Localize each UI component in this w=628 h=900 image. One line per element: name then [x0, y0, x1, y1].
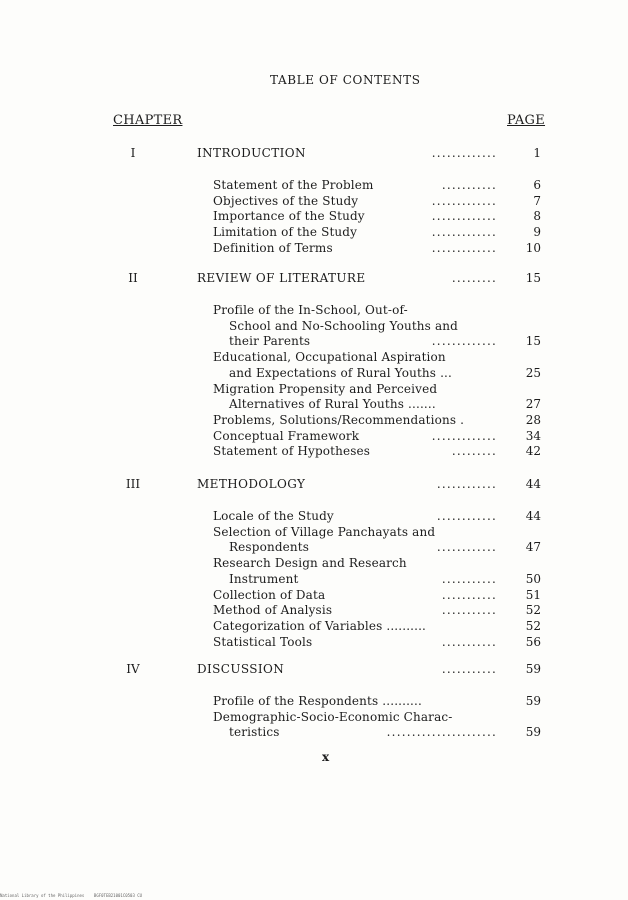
chapter-numeral: I — [130, 146, 136, 160]
toc-entry-line: Research Design and Research — [213, 556, 407, 571]
toc-entry-line: Definition of Terms — [213, 240, 333, 255]
entry-page-number: 42 — [525, 444, 541, 459]
entry-page-number: 56 — [525, 634, 541, 649]
leader-dots: ............ — [436, 540, 497, 555]
page-number: x — [322, 750, 330, 764]
page-title: TABLE OF CONTENTS — [270, 73, 421, 87]
entry-page-number: 15 — [525, 334, 541, 349]
toc-entry-line: Method of Analysis — [213, 603, 333, 618]
toc-entry-line: their Parents — [229, 334, 311, 349]
chapter-page-number: 15 — [525, 271, 541, 285]
chapter-page-number: 59 — [525, 662, 541, 676]
entry-page-number: 59 — [525, 694, 541, 708]
leader-dots: ............. — [431, 146, 497, 160]
chapter-title: METHODOLOGY — [197, 477, 306, 491]
entry-page-number: 6 — [533, 178, 541, 192]
toc-entry-line: Problems, Solutions/Recommendations . — [213, 412, 465, 427]
library-footer-note: National Library of the Philippines BGF0TEB21001C0503 CU — [0, 893, 143, 898]
toc-entry-line: Migration Propensity and Perceived — [213, 381, 438, 396]
chapter-page-number: 1 — [533, 146, 541, 160]
chapter-column-header: CHAPTER — [113, 113, 183, 128]
toc-entry-line: School and No-Schooling Youths and — [229, 318, 458, 333]
toc-entry-line: teristics — [229, 725, 280, 740]
toc-entry-line: Respondents — [229, 540, 310, 555]
entry-page-number: 47 — [525, 540, 541, 555]
leader-dots: ............. — [431, 334, 497, 349]
chapter-title: REVIEW OF LITERATURE — [197, 271, 366, 285]
toc-entry-line: Objectives of the Study — [213, 193, 359, 208]
page-column-header: PAGE — [507, 113, 546, 128]
entry-page-number: 7 — [533, 193, 541, 208]
entry-page-number: 8 — [533, 209, 541, 224]
entry-page-number: 59 — [525, 725, 541, 740]
toc-entry-line: Conceptual Framework — [213, 428, 360, 443]
toc-entry-line: Educational, Occupational Aspiration — [213, 350, 446, 365]
toc-entry-line: Limitation of the Study — [213, 225, 358, 240]
toc-entry-line: Alternatives of Rural Youths ....... — [229, 397, 436, 412]
entry-page-number: 10 — [525, 240, 541, 255]
leader-dots: ............ — [436, 477, 497, 491]
entry-page-number: 51 — [525, 587, 541, 602]
entry-page-number: 50 — [525, 571, 541, 586]
toc-entry-line: Selection of Village Panchayats and — [213, 524, 436, 539]
chapter-numeral: IV — [126, 662, 140, 676]
entry-page-number: 34 — [525, 428, 541, 443]
toc-entry-line: and Expectations of Rural Youths ... — [229, 365, 452, 380]
leader-dots: ........... — [441, 571, 497, 586]
leader-dots: ............. — [431, 209, 497, 224]
toc-entry-line: Categorization of Variables .......... — [213, 618, 427, 633]
chapter-title: DISCUSSION — [197, 662, 285, 676]
leader-dots: ............. — [431, 193, 497, 208]
leader-dots: ...................... — [386, 725, 497, 740]
leader-dots: ........... — [441, 603, 497, 618]
leader-dots: ......... — [451, 444, 497, 459]
entry-page-number: 52 — [525, 603, 541, 618]
entry-page-number: 27 — [525, 397, 541, 412]
leader-dots: ............. — [431, 225, 497, 240]
toc-entry-line: Statement of Hypotheses — [213, 444, 371, 459]
leader-dots: ............ — [436, 509, 497, 523]
toc-entry-line: Demographic-Socio-Economic Charac- — [213, 709, 453, 724]
leader-dots: ............. — [431, 240, 497, 255]
toc-entry-line: Profile of the In-School, Out-of- — [213, 303, 408, 317]
chapter-numeral: II — [128, 271, 138, 285]
leader-dots: ........... — [441, 634, 497, 649]
leader-dots: ........... — [441, 662, 497, 676]
leader-dots: ........... — [441, 587, 497, 602]
entry-page-number: 28 — [525, 412, 541, 427]
leader-dots: ............. — [431, 428, 497, 443]
chapter-numeral: III — [125, 477, 141, 491]
toc-entry-line: Locale of the Study — [213, 509, 334, 523]
toc-entry-line: Profile of the Respondents .......... — [213, 694, 422, 708]
chapter-page-number: 44 — [525, 477, 541, 491]
toc-entry-line: Statistical Tools — [213, 634, 313, 649]
toc-entry-line: Collection of Data — [213, 587, 326, 602]
chapter-title: INTRODUCTION — [197, 146, 306, 160]
leader-dots: ........... — [441, 178, 497, 192]
toc-entry-line: Instrument — [229, 571, 299, 586]
leader-dots: ......... — [451, 271, 497, 285]
toc-entry-line: Importance of the Study — [213, 209, 365, 224]
entry-page-number: 25 — [525, 365, 541, 380]
entry-page-number: 52 — [525, 618, 541, 633]
toc-entry-line: Statement of the Problem — [213, 178, 374, 192]
entry-page-number: 9 — [533, 225, 541, 240]
entry-page-number: 44 — [525, 509, 541, 523]
